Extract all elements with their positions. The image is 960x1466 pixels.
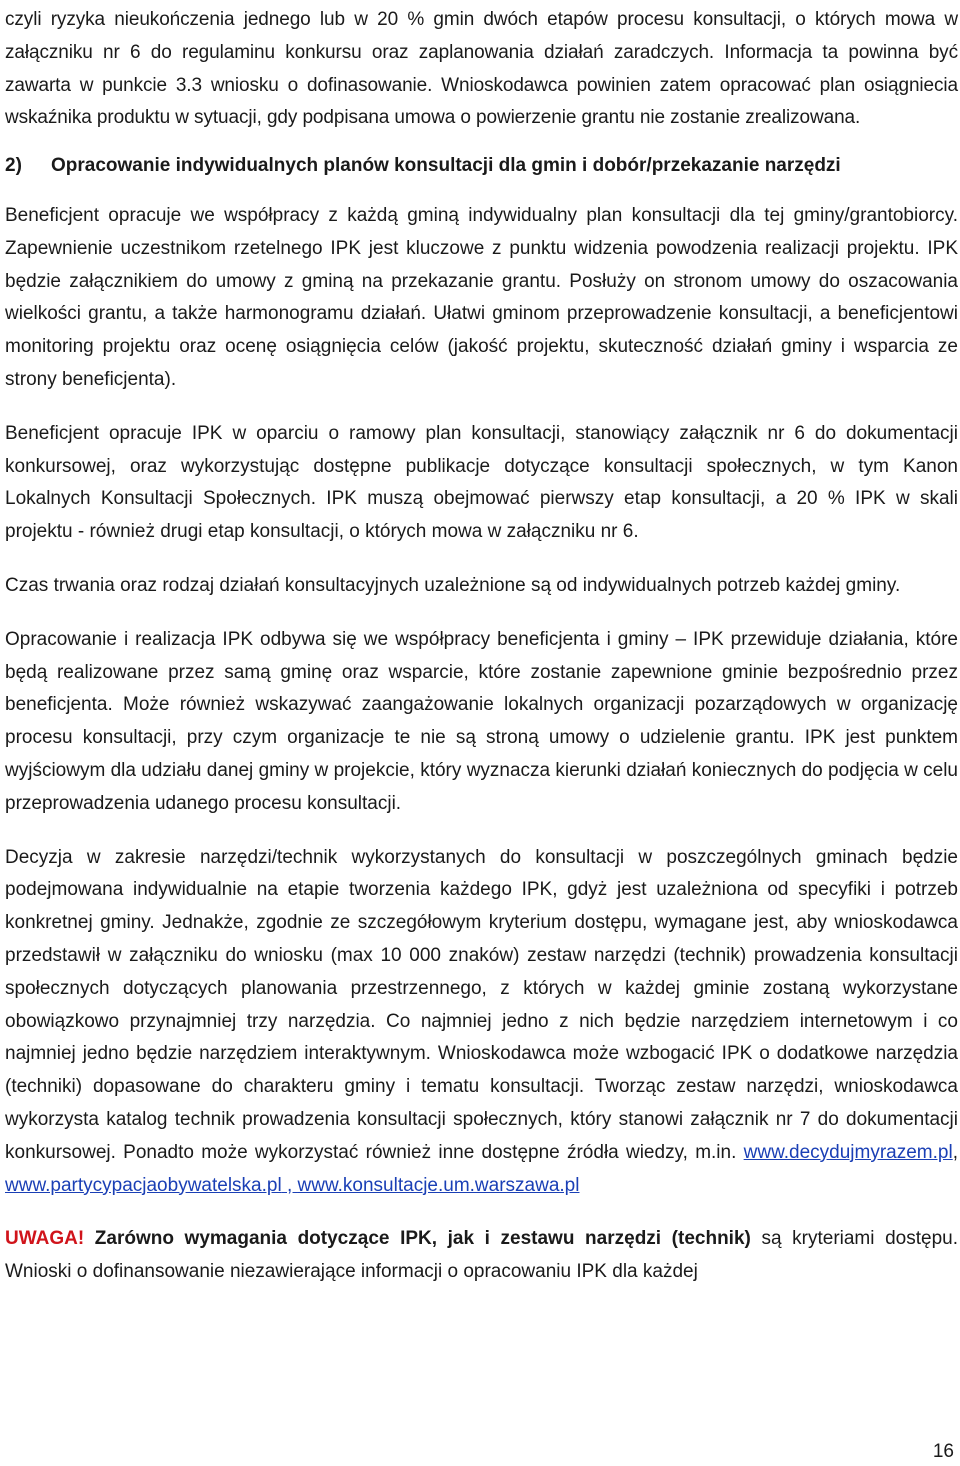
paragraph-duration: Czas trwania oraz rodzaj działań konsultacyjnych uzależnione są od indywidualnych potrzeb każdej gminy. [5, 574, 901, 596]
warning-label: UWAGA! [5, 1228, 85, 1250]
section-title: Opracowanie indywidualnych planów konsultacji dla gmin i dobór/przekazanie narzędzi [51, 155, 841, 177]
section-number: 2) [5, 155, 22, 177]
link-separator: , [952, 1141, 958, 1163]
link-partycypacjaobywatelska[interactable]: www.partycypacjaobywatelska.pl [5, 1174, 282, 1196]
paragraph-tools-decision [5, 842, 958, 1203]
tools-decision-text: Decyzja w zakresie narzędzi/technik wykorzystanych do konsultacji w poszczególnych gminach będzie podejmowana indywidualnie na etapie tworzenia każdego IPK, gdyż jest uzależniona od specyfiki i potrzeb konkretnej gminy. Jednakże, zgodnie ze szczegółowym kryterium dostępu, wymagane jest, aby wnioskodawca przedstawił w załączniku do wniosku (max 10 000 znaków) zestaw narzędzi (technik) prowadzenia konsultacji społecznych dotyczących planowania przestrzennego, z których w każdej gminie zostaną wykorzystane obowiązkowo przynajmniej trzy narzędzia. Co najmniej jedno z nich będzie narzędziem internetowym i co najmniej jedno będzie narzędziem interaktywnym. Wnioskodawca może wzbogacić IPK o dodatkowe narzędzia (techniki) dopasowane do charakteru gminy i tematu konsultacji. Tworząc zestaw narzędzi, wnioskodawca wykorzysta katalog technik prowadzenia konsultacji społecznych, który stanowi załącznik nr 7 do dokumentacji konkursowej. Ponadto może wykorzystać również inne dostępne źródła wiedzy, m.in. [5, 846, 958, 1163]
link-konsultacje-warszawa[interactable]: www.konsultacje.um.warszawa.pl [297, 1174, 580, 1196]
page-number: 16 [932, 1441, 954, 1462]
link-separator-underlined: , [281, 1174, 298, 1196]
paragraph-ipk-basis: Beneficjent opracuje IPK w oparciu o ramowy plan konsultacji, stanowiący załącznik nr 6 do dokumentacji konkursowej, oraz wykorzystując dostępne publikacje dotyczące konsultacji społecznych, w tym Kanon Lokalnych Konsultacji Społecznych. IPK muszą obejmować pierwszy etap konsultacji, a 20 % IPK w skali projektu - również drugi etap konsultacji, o których mowa w załączniku nr 6. [5, 422, 958, 543]
warning-text: są kryteriami dostępu. Wnioski o dofinansowanie niezawierające informacji o opracowaniu IPK dla każdej [5, 1228, 958, 1283]
paragraph-ipk-intro: Beneficjent opracuje we współpracy z każdą gminą indywidualny plan konsultacji dla tej gminy/grantobiorcy. Zapewnienie uczestnikom rzetelnego IPK jest kluczowe z punktu widzenia powodzenia realizacji projektu. IPK będzie załącznikiem do umowy z gminą na przekazanie grantu. Posłuży on stronom umowy do oszacowania wielkości grantu, a także harmonogramu działań. Ułatwi gminom przeprowadzenie konsultacji, a beneficjentowi monitoring projektu oraz ocenę osiągnięcia celów (jakość projektu, skuteczność działań gminy i wsparcia ze strony beneficjenta). [5, 204, 958, 390]
paragraph-warning [5, 1223, 958, 1289]
section-heading [5, 150, 958, 183]
paragraph-risk-plan: czyli ryzyka nieukończenia jednego lub w 20 % gmin dwóch etapów procesu konsultacji, o których mowa w załączniku nr 6 do regulaminu konkursu oraz zaplanowania działań zaradczych. Informacja ta powinna być zawarta w punkcie 3.3 wniosku o dofinasowanie. Wnioskodawca powinien zatem opracować plan osiągniecia wskaźnika produktu w sytuacji, gdy podpisana umowa o powierzenie grantu nie zostanie zrealizowana. [5, 9, 958, 129]
warning-bold-text: Zarówno wymagania dotyczące IPK, jak i zestawu narzędzi (technik) [84, 1228, 751, 1250]
paragraph-cooperation: Opracowanie i realizacja IPK odbywa się we współpracy beneficjenta i gminy – IPK przewiduje działania, które będą realizowane przez samą gminę oraz wsparcie, które zostanie zapewnione gminie bezpośrednio przez beneficjenta. Może również wskazywać zaangażowanie lokalnych organizacji pozarządowych w organizację procesu konsultacji, przy czym organizacje te nie są stroną umowy o udzielenie grantu. IPK jest punktem wyjściowym dla udziału danej gminy w projekcie, który wyznacza kierunki działań koniecznych do podjęcia w celu przeprowadzenia udanego procesu konsultacji. [5, 628, 958, 814]
link-decydujmyrazem[interactable]: www.decydujmyrazem.pl [743, 1141, 953, 1163]
